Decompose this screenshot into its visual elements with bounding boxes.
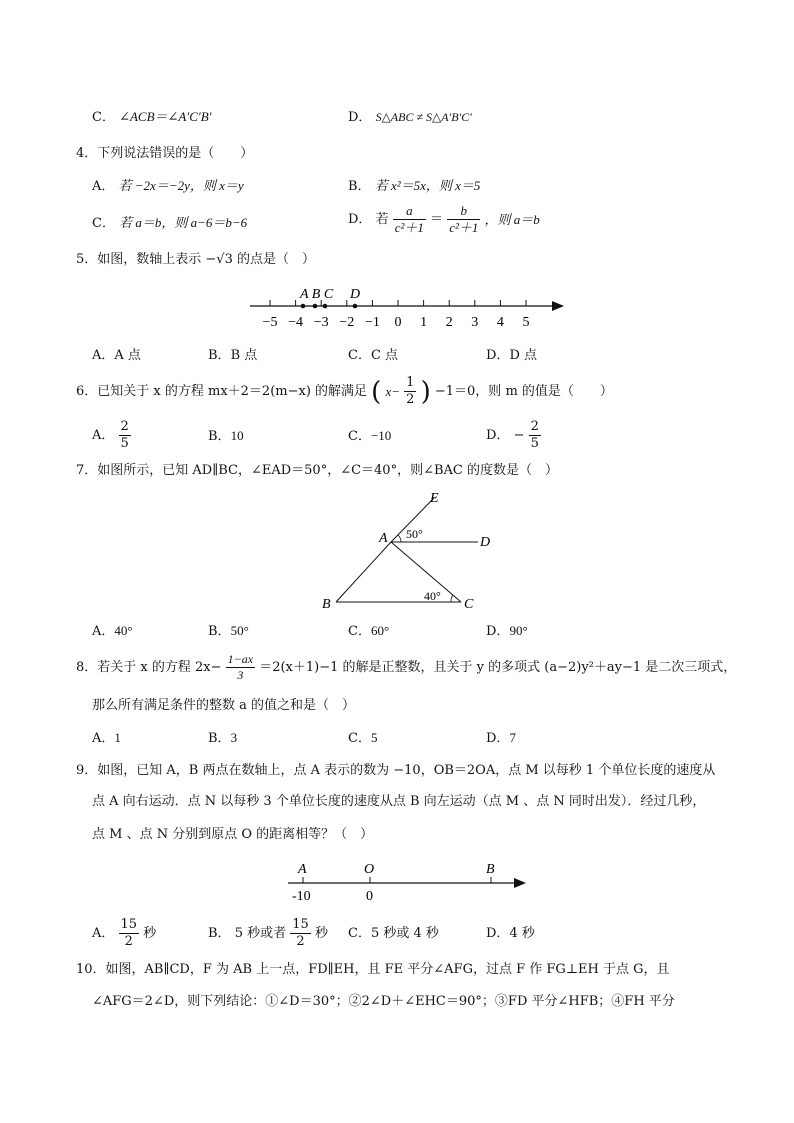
tick-label: 3 [471,315,479,330]
option-text: 若 a＝b，则 a−6＝b−6 [119,215,248,230]
option-label: B． [348,179,371,194]
q4-stem: 4．下列说法错误的是（ ） [76,146,254,161]
paren-inner: x− [385,383,401,399]
option-label: D． [348,211,372,227]
q10-line1: 10．如图，AB∥CD，F 为 AB 上一点，FD∥EH，且 FE 平分∠AFG，过点 F 作 FG⊥EH 于点 G，且 [76,962,670,977]
q8-option-d [486,729,516,748]
option-text: 10 [230,428,244,443]
angle-arc-c [451,595,453,602]
q8-option-b [208,729,237,748]
option-label: D． [486,731,510,746]
tick-label: −5 [262,315,278,330]
option-label: B． [208,925,231,941]
fraction-denominator: c²＋1 [449,220,479,235]
fraction [119,419,131,452]
option-text: ∠ACB＝∠A′C′B′ [119,109,212,124]
tick-label: 4 [496,315,504,330]
q9-number-line-figure [282,856,532,906]
option-text: B 点 [230,348,258,363]
arrow-head [514,878,526,888]
value-o: 0 [366,889,373,904]
point-d-label: D [350,287,361,302]
label-e: E [430,491,439,506]
option-text: 40° [114,623,133,638]
q6-option-b [208,427,244,446]
option-label: C． [92,216,115,231]
q8-option-a [92,729,121,748]
q9-line2: 点 A 向右运动．点 N 以每秒 3 个单位长度的速度从点 B 向左运动（点 M 、点 N 同时出发）．经过几秒， [92,794,706,809]
option-label: D． [486,926,510,941]
q4-option-d [348,203,540,236]
label-d: D [480,535,491,550]
label-b: B [486,862,495,877]
fraction-numerator: 2 [530,419,539,434]
option-label: C． [348,926,371,941]
label-o: O [364,862,375,877]
label-a: A [298,862,307,877]
q8-stem [76,652,736,683]
fraction-1 [393,203,426,236]
angle-arc-ead [398,535,401,542]
q6-option-a [92,419,131,452]
option-text: 7 [509,730,516,745]
point-d [353,304,358,309]
point-a [301,304,306,309]
option-text: 5 秒或 4 秒 [370,926,439,941]
fraction-denominator: c²＋1 [394,220,424,235]
minus-sign: − [513,427,525,443]
fraction [529,419,541,452]
option-label: A． [92,348,115,363]
q9-option-c [348,925,439,943]
fraction-numerator: 2 [120,419,129,434]
option-label: C． [348,731,371,746]
angle-label-40: 40° [424,589,441,603]
angle-label-50: 50° [406,527,423,541]
label-b: B [322,597,331,612]
tick-label: 0 [394,315,402,330]
option-label: B． [208,731,231,746]
tick-label: −1 [364,315,380,330]
option-text: 3 [230,730,238,745]
point-c [323,304,328,309]
tick-label: −3 [313,315,329,330]
value-a: -10 [292,889,311,904]
q8-line2: 那么所有满足条件的整数 a 的值之和是（ ） [92,698,356,713]
q9-line3: 点 M 、点 N 分别到原点 O 的距离相等？（ ） [92,827,374,842]
fraction-denominator: 2 [406,392,415,407]
option-label: A． [92,925,115,941]
option-text: D 点 [509,348,537,363]
stem-text: 8．若关于 x 的方程 2x− [76,660,222,675]
option-label: D． [486,624,510,639]
label-a: A [379,531,388,546]
q4-option-a [92,177,244,196]
stem-text: 6．已知关于 x 的方程 mx＋2＝2(m−x) 的解满足 [76,383,368,399]
q7-option-a [92,622,133,641]
fraction [226,652,255,683]
q6-option-c [348,427,391,446]
unit: 秒 [143,925,157,941]
option-label: C． [348,429,371,444]
q9-option-b [208,917,328,950]
option-text: S△ABC ≠ S△A′B′C′ [375,110,472,124]
option-text: 5 [370,730,378,745]
points-abc-label: A B C [300,287,334,302]
fraction-2 [447,203,480,236]
option-text: C 点 [370,348,399,363]
option-suffix: ，则 a＝b [484,211,540,227]
option-label: D． [486,427,510,443]
option-text: 5 秒或者 [234,925,287,941]
equals-sign: ＝ [430,211,444,227]
q8-option-c [348,729,377,748]
option-text: A 点 [114,348,141,363]
tick-label: 2 [445,315,453,330]
option-text: 60° [370,623,390,638]
q3-option-d [348,108,472,127]
q5-option-b [208,347,257,365]
paren-right: ) [420,376,431,407]
fraction-numerator: 15 [120,917,138,932]
label-c: C [464,597,474,612]
fraction-denominator: 5 [120,436,129,451]
q7-geometry-figure [310,488,510,616]
fraction-numerator: 15 [292,917,309,932]
option-label: A． [92,179,115,194]
option-label: D． [348,110,372,125]
q5-stem: 5．如图，数轴上表示 −√3 的点是（ ） [76,252,315,267]
option-text: 若 x²＝5x，则 x＝5 [374,178,481,193]
option-label: D． [486,348,510,363]
option-text: 90° [509,623,528,638]
fraction [119,917,140,950]
q3-option-c [92,108,212,127]
option-label: B． [208,348,231,363]
q5-number-line-figure [244,278,574,334]
q7-option-d [486,622,528,641]
option-prefix: 若 [375,211,389,227]
fraction-half [404,375,416,408]
q7-option-c [348,622,389,641]
fraction-denominator: 2 [296,934,305,949]
q6-option-d [486,419,541,452]
option-label: C． [92,110,115,125]
q4-option-b [348,177,480,196]
option-label: C． [348,624,371,639]
q9-option-d [486,925,535,943]
tick-label: 5 [522,315,530,330]
tick-label: −2 [339,315,355,330]
stem-text-end: ＝2(x＋1)−1 的解是正整数，且关于 y 的多项式 (a−2)y²＋ay−1 是二次三项式， [259,660,737,675]
fraction-numerator: 1−ax [227,652,254,666]
tick-label: 1 [420,315,428,330]
segment-ab [336,542,391,602]
tick-label: −4 [288,315,304,330]
tick-labels [263,315,530,330]
q7-stem: 7．如图所示，已知 AD∥BC，∠EAD＝50°，∠C＝40°，则∠BAC 的度数是（ ） [76,463,558,478]
fraction-denominator: 5 [530,436,539,451]
q5-option-a [92,347,141,365]
fraction-denominator: 2 [124,934,133,949]
option-label: C． [348,348,371,363]
option-text: −10 [370,428,392,443]
paren-left: ( [371,376,382,407]
option-label: B． [208,429,231,444]
q6-stem [76,375,613,408]
q10-line2: ∠AFG＝2∠D，则下列结论：①∠D＝30°；②2∠D＋∠EHC＝90°；③FD 平分∠HFB；④FH 平分 [92,994,675,1009]
fraction-numerator: b [447,203,480,220]
q7-option-b [208,622,249,641]
unit: 秒 [314,925,328,941]
q4-option-c [92,214,247,233]
option-text: 50° [230,623,249,638]
stem-text-end: −1＝0，则 m 的值是（ ） [434,383,613,399]
q5-option-d [486,347,537,365]
option-label: B． [208,624,231,639]
arrow-head [552,301,564,311]
q9-option-a [92,917,156,950]
option-label: A． [92,427,115,443]
option-text: 1 [114,730,121,745]
fraction [290,917,311,950]
q9-line1: 9．如图，已知 A，B 两点在数轴上，点 A 表示的数为 −10，OB＝2OA，点 M 以每秒 1 个单位长度的速度从 [76,763,716,778]
point-b [313,304,318,309]
fraction-numerator: 1 [406,375,415,390]
option-text: 若 −2x＝−2y，则 x＝y [118,178,244,193]
q5-option-c [348,347,398,365]
option-label: A． [92,731,115,746]
fraction-numerator: a [393,203,426,220]
option-text: 4 秒 [509,926,535,941]
fraction-denominator: 3 [237,668,244,682]
option-label: A． [92,624,115,639]
